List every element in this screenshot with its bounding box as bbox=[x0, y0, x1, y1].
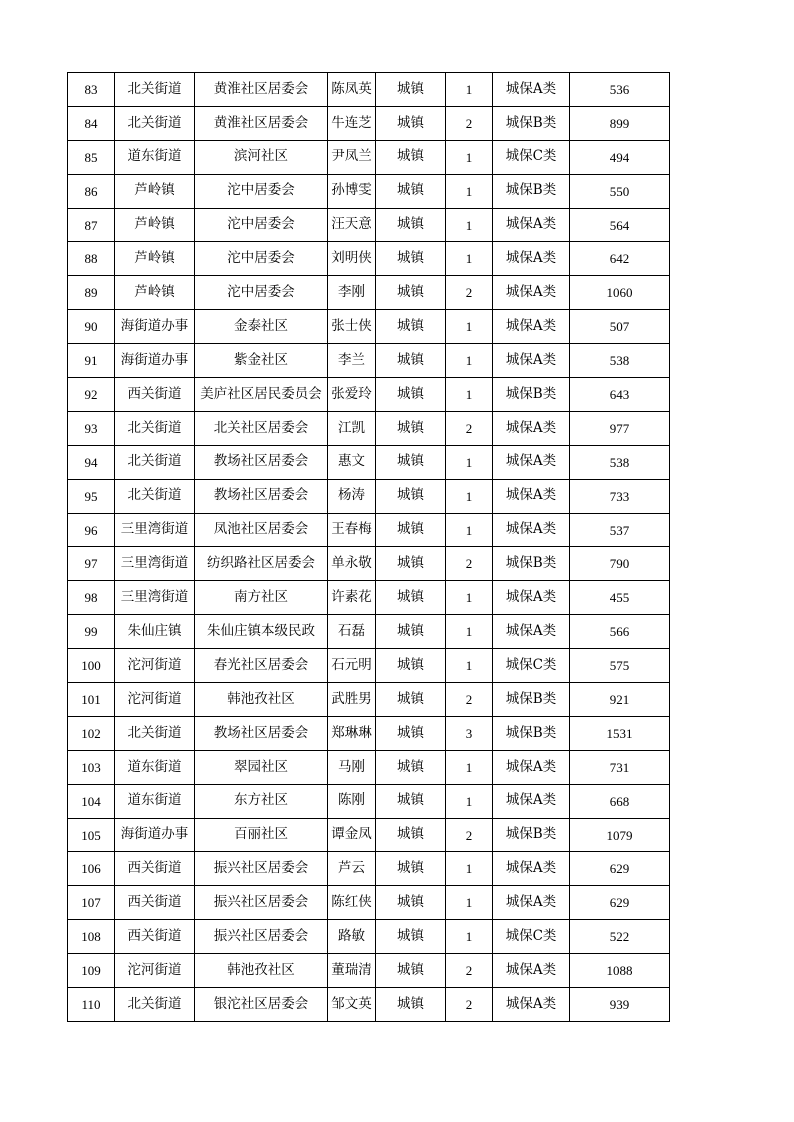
person-name-cell: 马刚 bbox=[328, 750, 376, 784]
community-cell: 凤池社区居委会 bbox=[195, 513, 328, 547]
insurance-category-cell: 城保A类 bbox=[493, 73, 570, 107]
area-type-cell: 城镇 bbox=[376, 615, 446, 649]
insurance-category-cell: 城保B类 bbox=[493, 683, 570, 717]
row-number-cell: 106 bbox=[68, 852, 115, 886]
community-cell: 美庐社区居民委员会 bbox=[195, 378, 328, 412]
insurance-category-cell: 城保A类 bbox=[493, 750, 570, 784]
household-count-cell: 2 bbox=[446, 547, 493, 581]
amount-cell: 643 bbox=[570, 378, 670, 412]
household-count-cell: 2 bbox=[446, 106, 493, 140]
area-type-cell: 城镇 bbox=[376, 378, 446, 412]
community-cell: 振兴社区居委会 bbox=[195, 886, 328, 920]
community-cell: 沱中居委会 bbox=[195, 208, 328, 242]
household-count-cell: 2 bbox=[446, 954, 493, 988]
table-row bbox=[68, 174, 670, 208]
area-type-cell: 城镇 bbox=[376, 208, 446, 242]
household-count-cell: 3 bbox=[446, 716, 493, 750]
street-cell: 北关街道 bbox=[115, 411, 195, 445]
area-type-cell: 城镇 bbox=[376, 750, 446, 784]
street-cell: 西关街道 bbox=[115, 852, 195, 886]
table-row bbox=[68, 886, 670, 920]
insurance-category-cell: 城保A类 bbox=[493, 988, 570, 1022]
amount-cell: 507 bbox=[570, 310, 670, 344]
household-count-cell: 1 bbox=[446, 344, 493, 378]
insurance-category-cell: 城保A类 bbox=[493, 445, 570, 479]
area-type-cell: 城镇 bbox=[376, 411, 446, 445]
community-cell: 沱中居委会 bbox=[195, 242, 328, 276]
row-number-cell: 93 bbox=[68, 411, 115, 445]
person-name-cell: 汪天意 bbox=[328, 208, 376, 242]
household-count-cell: 1 bbox=[446, 750, 493, 784]
community-cell: 北关社区居委会 bbox=[195, 411, 328, 445]
amount-cell: 537 bbox=[570, 513, 670, 547]
household-count-cell: 2 bbox=[446, 683, 493, 717]
community-cell: 东方社区 bbox=[195, 784, 328, 818]
row-number-cell: 85 bbox=[68, 140, 115, 174]
row-number-cell: 92 bbox=[68, 378, 115, 412]
street-cell: 沱河街道 bbox=[115, 954, 195, 988]
row-number-cell: 87 bbox=[68, 208, 115, 242]
community-cell: 黄淮社区居委会 bbox=[195, 73, 328, 107]
insurance-category-cell: 城保A类 bbox=[493, 886, 570, 920]
person-name-cell: 单永敬 bbox=[328, 547, 376, 581]
table-row bbox=[68, 344, 670, 378]
household-count-cell: 1 bbox=[446, 615, 493, 649]
area-type-cell: 城镇 bbox=[376, 886, 446, 920]
street-cell: 芦岭镇 bbox=[115, 276, 195, 310]
insurance-category-cell: 城保A类 bbox=[493, 411, 570, 445]
area-type-cell: 城镇 bbox=[376, 73, 446, 107]
insurance-category-cell: 城保A类 bbox=[493, 615, 570, 649]
street-cell: 三里湾街道 bbox=[115, 547, 195, 581]
amount-cell: 899 bbox=[570, 106, 670, 140]
table-row bbox=[68, 784, 670, 818]
household-count-cell: 1 bbox=[446, 378, 493, 412]
table-row bbox=[68, 852, 670, 886]
table-row bbox=[68, 954, 670, 988]
amount-cell: 629 bbox=[570, 886, 670, 920]
household-count-cell: 1 bbox=[446, 73, 493, 107]
street-cell: 三里湾街道 bbox=[115, 581, 195, 615]
insurance-category-cell: 城保A类 bbox=[493, 581, 570, 615]
household-count-cell: 2 bbox=[446, 276, 493, 310]
area-type-cell: 城镇 bbox=[376, 106, 446, 140]
row-number-cell: 83 bbox=[68, 73, 115, 107]
amount-cell: 642 bbox=[570, 242, 670, 276]
row-number-cell: 89 bbox=[68, 276, 115, 310]
household-count-cell: 1 bbox=[446, 310, 493, 344]
row-number-cell: 88 bbox=[68, 242, 115, 276]
area-type-cell: 城镇 bbox=[376, 445, 446, 479]
table-row bbox=[68, 683, 670, 717]
household-count-cell: 1 bbox=[446, 920, 493, 954]
person-name-cell: 杨涛 bbox=[328, 479, 376, 513]
community-cell: 南方社区 bbox=[195, 581, 328, 615]
table-row bbox=[68, 242, 670, 276]
community-cell: 沱中居委会 bbox=[195, 276, 328, 310]
household-count-cell: 1 bbox=[446, 852, 493, 886]
community-cell: 春光社区居委会 bbox=[195, 649, 328, 683]
street-cell: 三里湾街道 bbox=[115, 513, 195, 547]
insurance-category-cell: 城保A类 bbox=[493, 479, 570, 513]
person-name-cell: 李兰 bbox=[328, 344, 376, 378]
row-number-cell: 98 bbox=[68, 581, 115, 615]
row-number-cell: 101 bbox=[68, 683, 115, 717]
person-name-cell: 芦云 bbox=[328, 852, 376, 886]
person-name-cell: 邹文英 bbox=[328, 988, 376, 1022]
insurance-category-cell: 城保B类 bbox=[493, 106, 570, 140]
insurance-category-cell: 城保A类 bbox=[493, 513, 570, 547]
amount-cell: 629 bbox=[570, 852, 670, 886]
row-number-cell: 90 bbox=[68, 310, 115, 344]
insurance-category-cell: 城保A类 bbox=[493, 276, 570, 310]
amount-cell: 921 bbox=[570, 683, 670, 717]
table-row bbox=[68, 106, 670, 140]
person-name-cell: 路敏 bbox=[328, 920, 376, 954]
person-name-cell: 李刚 bbox=[328, 276, 376, 310]
street-cell: 海街道办事 bbox=[115, 344, 195, 378]
table-row bbox=[68, 310, 670, 344]
community-cell: 教场社区居委会 bbox=[195, 716, 328, 750]
community-cell: 教场社区居委会 bbox=[195, 479, 328, 513]
community-cell: 韩池孜社区 bbox=[195, 954, 328, 988]
area-type-cell: 城镇 bbox=[376, 920, 446, 954]
street-cell: 北关街道 bbox=[115, 716, 195, 750]
insurance-category-cell: 城保B类 bbox=[493, 547, 570, 581]
street-cell: 海街道办事 bbox=[115, 310, 195, 344]
table-row bbox=[68, 276, 670, 310]
row-number-cell: 109 bbox=[68, 954, 115, 988]
household-count-cell: 1 bbox=[446, 140, 493, 174]
household-count-cell: 1 bbox=[446, 886, 493, 920]
amount-cell: 1531 bbox=[570, 716, 670, 750]
area-type-cell: 城镇 bbox=[376, 683, 446, 717]
person-name-cell: 江凯 bbox=[328, 411, 376, 445]
street-cell: 海街道办事 bbox=[115, 818, 195, 852]
community-cell: 振兴社区居委会 bbox=[195, 852, 328, 886]
row-number-cell: 96 bbox=[68, 513, 115, 547]
amount-cell: 564 bbox=[570, 208, 670, 242]
insurance-category-cell: 城保C类 bbox=[493, 920, 570, 954]
community-cell: 沱中居委会 bbox=[195, 174, 328, 208]
person-name-cell: 惠文 bbox=[328, 445, 376, 479]
household-count-cell: 2 bbox=[446, 988, 493, 1022]
street-cell: 北关街道 bbox=[115, 445, 195, 479]
community-cell: 金泰社区 bbox=[195, 310, 328, 344]
household-count-cell: 1 bbox=[446, 479, 493, 513]
table-row bbox=[68, 649, 670, 683]
amount-cell: 1060 bbox=[570, 276, 670, 310]
amount-cell: 731 bbox=[570, 750, 670, 784]
person-name-cell: 刘明侠 bbox=[328, 242, 376, 276]
area-type-cell: 城镇 bbox=[376, 716, 446, 750]
household-count-cell: 1 bbox=[446, 445, 493, 479]
community-cell: 纺织路社区居委会 bbox=[195, 547, 328, 581]
amount-cell: 575 bbox=[570, 649, 670, 683]
amount-cell: 566 bbox=[570, 615, 670, 649]
area-type-cell: 城镇 bbox=[376, 581, 446, 615]
household-count-cell: 2 bbox=[446, 411, 493, 445]
table-row bbox=[68, 208, 670, 242]
street-cell: 北关街道 bbox=[115, 988, 195, 1022]
household-count-cell: 1 bbox=[446, 174, 493, 208]
person-name-cell: 陈刚 bbox=[328, 784, 376, 818]
street-cell: 芦岭镇 bbox=[115, 242, 195, 276]
area-type-cell: 城镇 bbox=[376, 852, 446, 886]
table-row bbox=[68, 411, 670, 445]
row-number-cell: 102 bbox=[68, 716, 115, 750]
area-type-cell: 城镇 bbox=[376, 649, 446, 683]
street-cell: 芦岭镇 bbox=[115, 174, 195, 208]
row-number-cell: 99 bbox=[68, 615, 115, 649]
row-number-cell: 94 bbox=[68, 445, 115, 479]
area-type-cell: 城镇 bbox=[376, 276, 446, 310]
amount-cell: 939 bbox=[570, 988, 670, 1022]
row-number-cell: 105 bbox=[68, 818, 115, 852]
table-row bbox=[68, 988, 670, 1022]
insurance-category-cell: 城保C类 bbox=[493, 649, 570, 683]
community-cell: 翠园社区 bbox=[195, 750, 328, 784]
household-count-cell: 1 bbox=[446, 784, 493, 818]
row-number-cell: 107 bbox=[68, 886, 115, 920]
street-cell: 北关街道 bbox=[115, 106, 195, 140]
community-cell: 百丽社区 bbox=[195, 818, 328, 852]
area-type-cell: 城镇 bbox=[376, 344, 446, 378]
table-row bbox=[68, 547, 670, 581]
person-name-cell: 郑琳琳 bbox=[328, 716, 376, 750]
community-cell: 振兴社区居委会 bbox=[195, 920, 328, 954]
insurance-category-cell: 城保A类 bbox=[493, 784, 570, 818]
table-row bbox=[68, 716, 670, 750]
insurance-category-cell: 城保B类 bbox=[493, 716, 570, 750]
area-type-cell: 城镇 bbox=[376, 310, 446, 344]
household-count-cell: 1 bbox=[446, 649, 493, 683]
insurance-category-cell: 城保B类 bbox=[493, 378, 570, 412]
insurance-category-cell: 城保A类 bbox=[493, 344, 570, 378]
amount-cell: 538 bbox=[570, 445, 670, 479]
person-name-cell: 陈凤英 bbox=[328, 73, 376, 107]
street-cell: 道东街道 bbox=[115, 140, 195, 174]
area-type-cell: 城镇 bbox=[376, 140, 446, 174]
row-number-cell: 100 bbox=[68, 649, 115, 683]
row-number-cell: 97 bbox=[68, 547, 115, 581]
household-count-cell: 1 bbox=[446, 581, 493, 615]
street-cell: 西关街道 bbox=[115, 378, 195, 412]
allowance-table bbox=[67, 72, 670, 1022]
table-row bbox=[68, 140, 670, 174]
insurance-category-cell: 城保B类 bbox=[493, 818, 570, 852]
table-row bbox=[68, 615, 670, 649]
amount-cell: 536 bbox=[570, 73, 670, 107]
insurance-category-cell: 城保A类 bbox=[493, 208, 570, 242]
person-name-cell: 谭金凤 bbox=[328, 818, 376, 852]
person-name-cell: 董瑞清 bbox=[328, 954, 376, 988]
table-row bbox=[68, 378, 670, 412]
row-number-cell: 103 bbox=[68, 750, 115, 784]
row-number-cell: 110 bbox=[68, 988, 115, 1022]
community-cell: 银沱社区居委会 bbox=[195, 988, 328, 1022]
area-type-cell: 城镇 bbox=[376, 818, 446, 852]
row-number-cell: 95 bbox=[68, 479, 115, 513]
street-cell: 沱河街道 bbox=[115, 649, 195, 683]
amount-cell: 455 bbox=[570, 581, 670, 615]
household-count-cell: 2 bbox=[446, 818, 493, 852]
street-cell: 道东街道 bbox=[115, 750, 195, 784]
person-name-cell: 尹凤兰 bbox=[328, 140, 376, 174]
person-name-cell: 孙博雯 bbox=[328, 174, 376, 208]
community-cell: 韩池孜社区 bbox=[195, 683, 328, 717]
insurance-category-cell: 城保A类 bbox=[493, 954, 570, 988]
household-count-cell: 1 bbox=[446, 208, 493, 242]
area-type-cell: 城镇 bbox=[376, 784, 446, 818]
street-cell: 北关街道 bbox=[115, 479, 195, 513]
table-body bbox=[68, 73, 670, 1022]
table-row bbox=[68, 920, 670, 954]
amount-cell: 668 bbox=[570, 784, 670, 818]
insurance-category-cell: 城保B类 bbox=[493, 174, 570, 208]
row-number-cell: 86 bbox=[68, 174, 115, 208]
table-row bbox=[68, 513, 670, 547]
table-row bbox=[68, 479, 670, 513]
amount-cell: 1079 bbox=[570, 818, 670, 852]
insurance-category-cell: 城保A类 bbox=[493, 852, 570, 886]
area-type-cell: 城镇 bbox=[376, 513, 446, 547]
area-type-cell: 城镇 bbox=[376, 547, 446, 581]
amount-cell: 1088 bbox=[570, 954, 670, 988]
table-row bbox=[68, 581, 670, 615]
person-name-cell: 牛连芝 bbox=[328, 106, 376, 140]
person-name-cell: 武胜男 bbox=[328, 683, 376, 717]
street-cell: 西关街道 bbox=[115, 920, 195, 954]
table-row bbox=[68, 73, 670, 107]
street-cell: 朱仙庄镇 bbox=[115, 615, 195, 649]
person-name-cell: 张士侠 bbox=[328, 310, 376, 344]
street-cell: 沱河街道 bbox=[115, 683, 195, 717]
amount-cell: 550 bbox=[570, 174, 670, 208]
community-cell: 教场社区居委会 bbox=[195, 445, 328, 479]
amount-cell: 790 bbox=[570, 547, 670, 581]
amount-cell: 733 bbox=[570, 479, 670, 513]
area-type-cell: 城镇 bbox=[376, 988, 446, 1022]
amount-cell: 522 bbox=[570, 920, 670, 954]
person-name-cell: 许素花 bbox=[328, 581, 376, 615]
community-cell: 黄淮社区居委会 bbox=[195, 106, 328, 140]
row-number-cell: 91 bbox=[68, 344, 115, 378]
area-type-cell: 城镇 bbox=[376, 242, 446, 276]
row-number-cell: 104 bbox=[68, 784, 115, 818]
person-name-cell: 陈红侠 bbox=[328, 886, 376, 920]
row-number-cell: 84 bbox=[68, 106, 115, 140]
insurance-category-cell: 城保A类 bbox=[493, 310, 570, 344]
area-type-cell: 城镇 bbox=[376, 174, 446, 208]
table-row bbox=[68, 750, 670, 784]
street-cell: 芦岭镇 bbox=[115, 208, 195, 242]
household-count-cell: 1 bbox=[446, 242, 493, 276]
area-type-cell: 城镇 bbox=[376, 479, 446, 513]
row-number-cell: 108 bbox=[68, 920, 115, 954]
street-cell: 西关街道 bbox=[115, 886, 195, 920]
person-name-cell: 石元明 bbox=[328, 649, 376, 683]
household-count-cell: 1 bbox=[446, 513, 493, 547]
amount-cell: 494 bbox=[570, 140, 670, 174]
community-cell: 朱仙庄镇本级民政 bbox=[195, 615, 328, 649]
area-type-cell: 城镇 bbox=[376, 954, 446, 988]
table-row bbox=[68, 818, 670, 852]
amount-cell: 977 bbox=[570, 411, 670, 445]
table-row bbox=[68, 445, 670, 479]
person-name-cell: 张爱玲 bbox=[328, 378, 376, 412]
insurance-category-cell: 城保A类 bbox=[493, 242, 570, 276]
person-name-cell: 石磊 bbox=[328, 615, 376, 649]
person-name-cell: 王春梅 bbox=[328, 513, 376, 547]
community-cell: 紫金社区 bbox=[195, 344, 328, 378]
community-cell: 滨河社区 bbox=[195, 140, 328, 174]
street-cell: 北关街道 bbox=[115, 73, 195, 107]
insurance-category-cell: 城保C类 bbox=[493, 140, 570, 174]
amount-cell: 538 bbox=[570, 344, 670, 378]
street-cell: 道东街道 bbox=[115, 784, 195, 818]
